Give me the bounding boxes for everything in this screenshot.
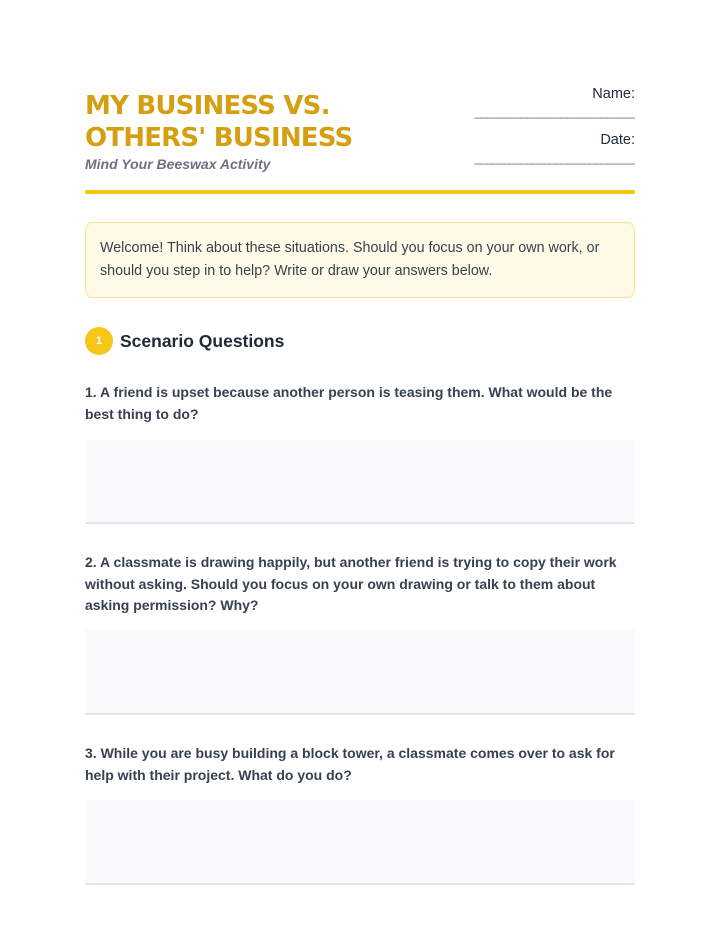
question-3: 3. While you are busy building a block tower, a classmate comes over to ask for help with their project. What do you do? [85,745,615,783]
question-1: 1. A friend is upset because another person is teasing them. What would be the best thing to do? [85,384,613,422]
header-divider [85,190,635,194]
student-info [435,86,635,165]
answer-box-3[interactable] [85,800,635,885]
title-line-2: OTHERS' BUSINESS [85,123,353,153]
section-title: Scenario Questions [120,330,285,351]
worksheet-subtitle: Mind Your Beeswax Activity [85,156,271,172]
title-line-1: MY BUSINESS VS. [85,91,330,121]
date-blank-line[interactable]: ____________________________ [474,150,635,165]
name-label: Name: [592,86,635,102]
answer-box-1[interactable] [85,440,635,524]
date-label: Date: [600,132,635,148]
question-2: 2. A classmate is drawing happily, but another friend is trying to copy their work without asking. Should you focus on your own drawing or talk to them about asking permission? Why? [85,554,617,613]
welcome-box [85,222,635,298]
welcome-text: Welcome! Think about these situations. Should you focus on your own work, or should you step in to help? Write or draw your answers below. [100,240,600,279]
section-heading [85,326,284,356]
section-number-badge: 1 [85,327,113,355]
answer-box-2[interactable] [85,630,635,715]
name-blank-line[interactable]: ____________________________ [474,104,635,119]
worksheet-header [85,80,635,196]
worksheet-title [85,90,352,154]
